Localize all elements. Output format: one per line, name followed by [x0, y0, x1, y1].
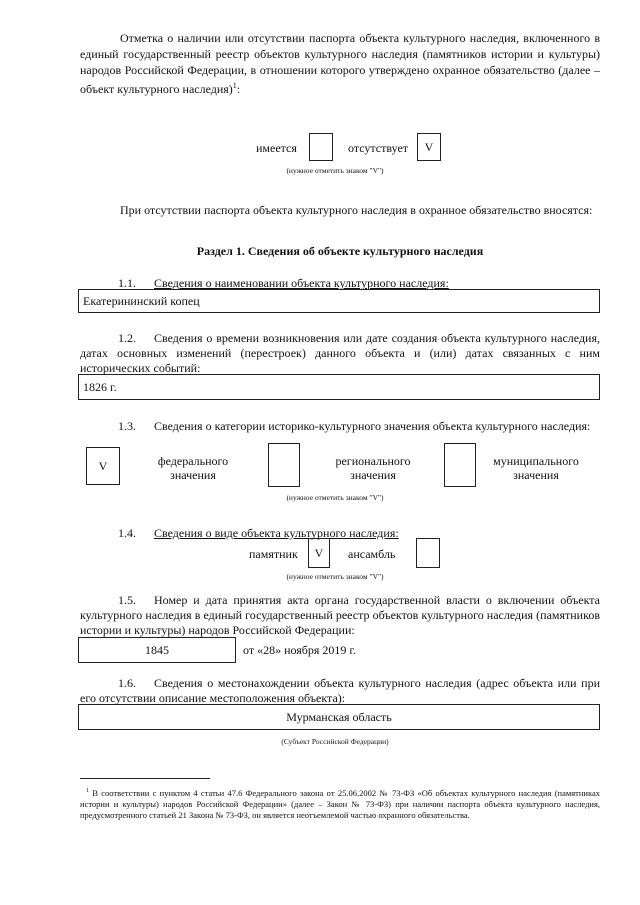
s1-2-number: 1.2. [118, 331, 136, 345]
ensemble-checkbox [416, 538, 440, 568]
passport-mark-text: Отметка о наличии или отсутствии паспорта объекта культурного наследия, включенного в единый государственный реестр объектов культурного наследия (памятников истории и культуры) народов Российской Федерации, в отношении которого утверждено охранное обязательство (далее – объект культурного наследия) [80, 31, 600, 96]
s1-4-label: Сведения о виде объекта культурного наследия: [154, 526, 399, 540]
act-number-field [78, 637, 236, 663]
absent-label: отсутствует [348, 141, 409, 155]
absence-paragraph: При отсутствии паспорта объекта культурного наследия в охранное обязательство вносятся: [120, 203, 593, 217]
location-field [78, 704, 600, 730]
s1-3-text: Сведения о категории историко-культурного значения объекта культурного наследия: [154, 419, 591, 433]
object-name-field [78, 289, 600, 313]
object-name-value: Екатерининский копец [83, 294, 200, 308]
section-title: Раздел 1. Сведения об объекте культурного наследия [196, 244, 484, 258]
municipal-label: муниципального значения [493, 454, 579, 482]
s1-1-label: Сведения о наименовании объекта культурного наследия: [154, 276, 449, 290]
footnote-ref: 1 [232, 81, 237, 90]
exists-label: имеется [256, 141, 297, 155]
federal-checkbox: V [86, 447, 120, 485]
passport-mark-colon: : [236, 82, 241, 96]
passport-mark-paragraph [80, 30, 600, 97]
type-hint: (нужное отметить знаком "V") [286, 572, 384, 581]
footnote-mark: 1 [86, 788, 89, 794]
absent-checkbox: V [417, 133, 441, 161]
footnote [80, 786, 600, 821]
regional-label: регионального значения [335, 454, 411, 482]
category-hint: (нужное отметить знаком "V") [286, 493, 384, 502]
passport-hint: (нужное отметить знаком "V") [286, 166, 384, 175]
s1-4-number: 1.4. [118, 526, 136, 540]
location-caption: (Субъект Российской Федерации) [281, 737, 389, 746]
footnote-text: В соответствии с пунктом 4 статьи 47.6 Федерального закона от 25.06.2002 № 73-ФЗ «Об объектах культурного наследия (памятниках истории и культуры) народов Российской Федерации» (далее – Закон № 73-ФЗ) при наличии паспорта объекта культурного наследия, предусмотренного статьей 21 Закона № 73-ФЗ, он является неотъемлемой частью охранного обязательства. [80, 787, 600, 820]
act-number-value: 1845 [145, 643, 169, 657]
exists-checkbox [309, 133, 333, 161]
s1-2-text: Сведения о времени возникновения или дате создания объекта культурного наследия, датах основных изменений (перестроек) данного объекта и (или) датах связанных с ним исторических событий: [80, 331, 600, 375]
s1-5-number: 1.5. [118, 593, 136, 607]
footnote-divider [80, 778, 210, 779]
s1-5-text: Номер и дата принятия акта органа государственной власти о включении объекта культурного наследия в единый государственный реестр объектов культурного наследия (памятников истории и культуры) народов Российской Федерации: [80, 593, 600, 637]
creation-date-value: 1826 г. [83, 380, 117, 394]
s1-3-number: 1.3. [118, 419, 136, 433]
ensemble-label: ансамбль [348, 547, 396, 561]
s1-6-text: Сведения о местонахождении объекта культурного наследия (адрес объекта или при его отсутствии описание местоположения объекта): [80, 676, 600, 705]
regional-checkbox [268, 443, 300, 487]
s1-1-number: 1.1. [118, 276, 136, 290]
monument-checkbox: V [308, 538, 330, 568]
s1-6-number: 1.6. [118, 676, 136, 690]
federal-label: федерального значения [157, 454, 229, 482]
location-value: Мурманская область [286, 710, 392, 724]
creation-date-field [78, 374, 600, 400]
act-date: от «28» ноября 2019 г. [243, 643, 356, 657]
monument-label: памятник [249, 547, 298, 561]
municipal-checkbox [444, 443, 476, 487]
